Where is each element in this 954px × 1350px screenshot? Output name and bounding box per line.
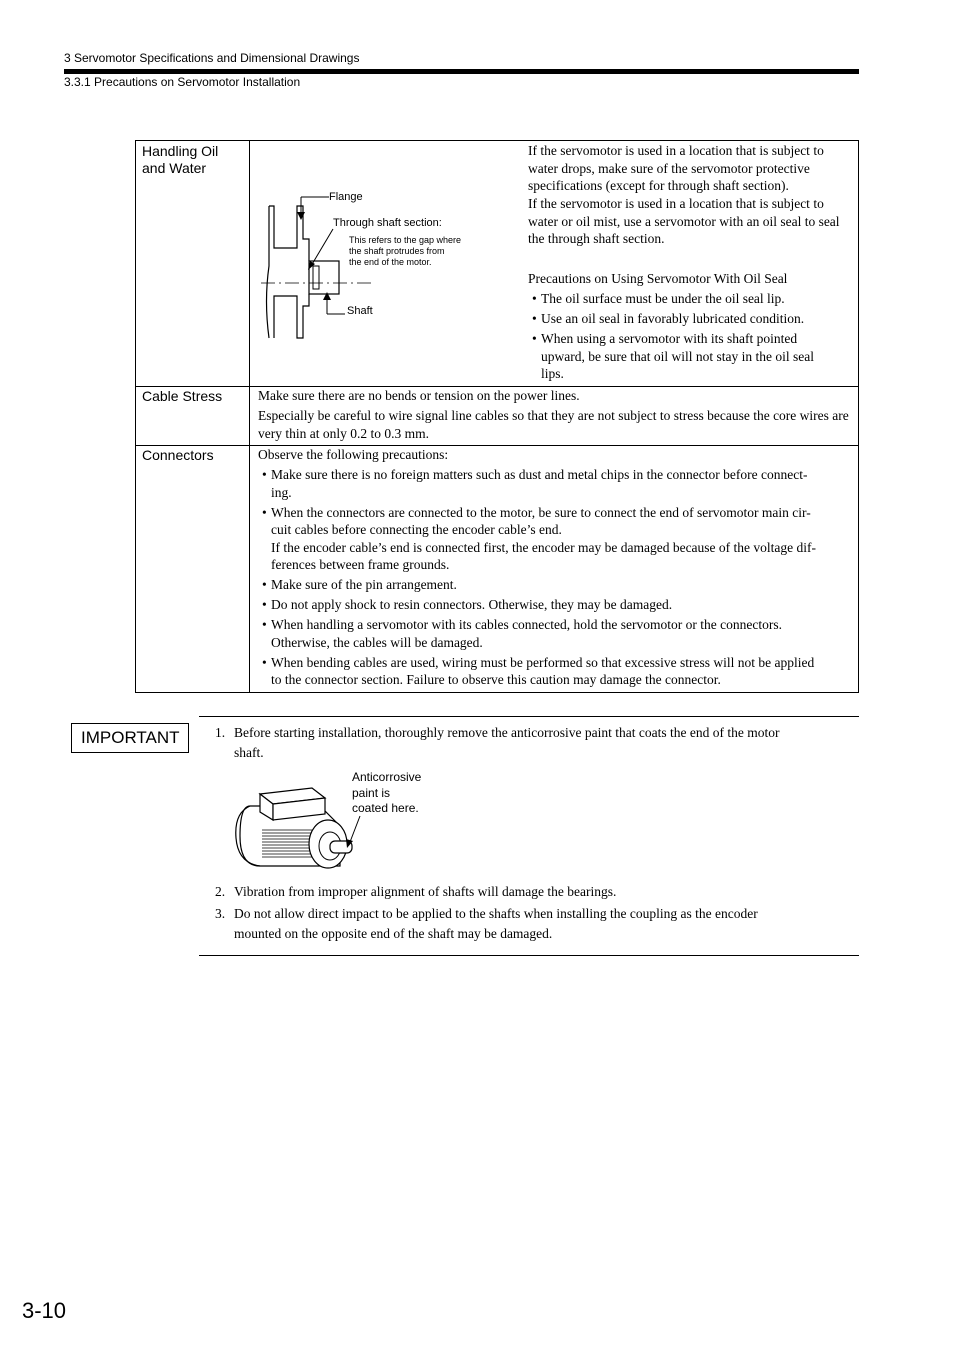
list-item: • The oil surface must be under the oil seal lip. [528,290,838,308]
list-item: • Do not apply shock to resin connectors. Otherwise, they may be damaged. [258,596,856,614]
through-shaft-diagram [261,186,521,351]
section-header: 3.3.1 Precautions on Servomotor Installation [64,75,301,89]
row-label-handling-oil: Handling Oil and Water [142,143,219,176]
important-item-2 [215,882,830,902]
item-text: Do not allow direct impact to be applied to the shafts when installing the coupling as the encoder mounted on the opposite end of the shaft may be damaged. [234,906,758,941]
header-rule [64,69,859,74]
row-label-connectors: Connectors [142,447,214,463]
flange-label: Flange [329,191,363,203]
motor-illustration [232,768,362,883]
page-number: 3-10 [22,1298,67,1323]
cable-stress-line: Make sure there are no bends or tension on the power lines. [258,388,580,403]
through-shaft-note: This refers to the gap where the shaft protrudes from the end of the motor. [349,235,462,267]
motor-caption: Anticorrosive paint is coated here. [352,770,422,815]
list-item: • Use an oil seal in favorably lubricated condition. [528,310,838,328]
cable-stress-line: Especially be careful to wire signal line cables so that they are not subject to stress because the core wires are very thin at only 0.2 to 0.3 mm. [258,407,849,441]
important-item-1 [215,723,830,762]
list-item: • When the connectors are connected to the motor, be sure to connect the end of servomotor main cir- cuit cables before connecting the encoder cable’s end. If the encoder cable’s end is connected first, the encoder may be damaged because of the voltage dif- ferences between frame grounds. [258,504,856,574]
list-item: • When bending cables are used, wiring must be performed so that excessive stress will not be applied to the connector section. Failure to observe this caution may damage the connector. [258,654,856,689]
oil-seal-title: Precautions on Using Servomotor With Oil Seal [528,271,788,286]
list-item: • Make sure of the pin arrangement. [258,576,856,594]
connectors-intro: Observe the following precautions: [258,447,449,462]
shaft-label: Shaft [347,305,373,317]
water-drop-text: If the servomotor is used in a location that is subject to water drops, make sure of the servomotor protective specifications (except for through shaft section). [528,143,824,194]
list-item: • Make sure there is no foreign matters such as dust and metal chips in the connector before connect- ing. [258,466,856,501]
chapter-header: 3 Servomotor Specifications and Dimensional Drawings [64,51,360,65]
item-text: Before starting installation, thoroughly remove the anticorrosive paint that coats the end of the motor shaft. [234,725,780,760]
table-column-divider [249,141,250,692]
through-shaft-label: Through shaft section: [333,217,442,229]
item-number: 2. [215,884,226,899]
item-number: 1. [215,725,226,740]
row-label-cable-stress: Cable Stress [142,388,223,404]
item-text: Vibration from improper alignment of shafts will damage the bearings. [234,884,617,899]
important-top-rule [199,716,859,717]
cable-stress-text [258,387,854,442]
item-number: 3. [215,906,226,921]
oil-mist-text: If the servomotor is used in a location that is subject to water or oil mist, use a servomotor with an oil seal to seal the through shaft section. [528,196,840,247]
precautions-table [135,140,859,693]
connectors-text [258,446,856,691]
list-item: • When handling a servomotor with its cables connected, hold the servomotor or the connectors. Otherwise, the cables will be damaged. [258,616,856,651]
important-item-3 [215,904,830,943]
important-label: IMPORTANT [71,723,189,753]
list-item: • When using a servomotor with its shaft pointed upward, be sure that oil will not stay in the oil seal lips. [528,330,838,383]
oil-seal-bullets [528,290,838,385]
important-bottom-rule [199,955,859,956]
